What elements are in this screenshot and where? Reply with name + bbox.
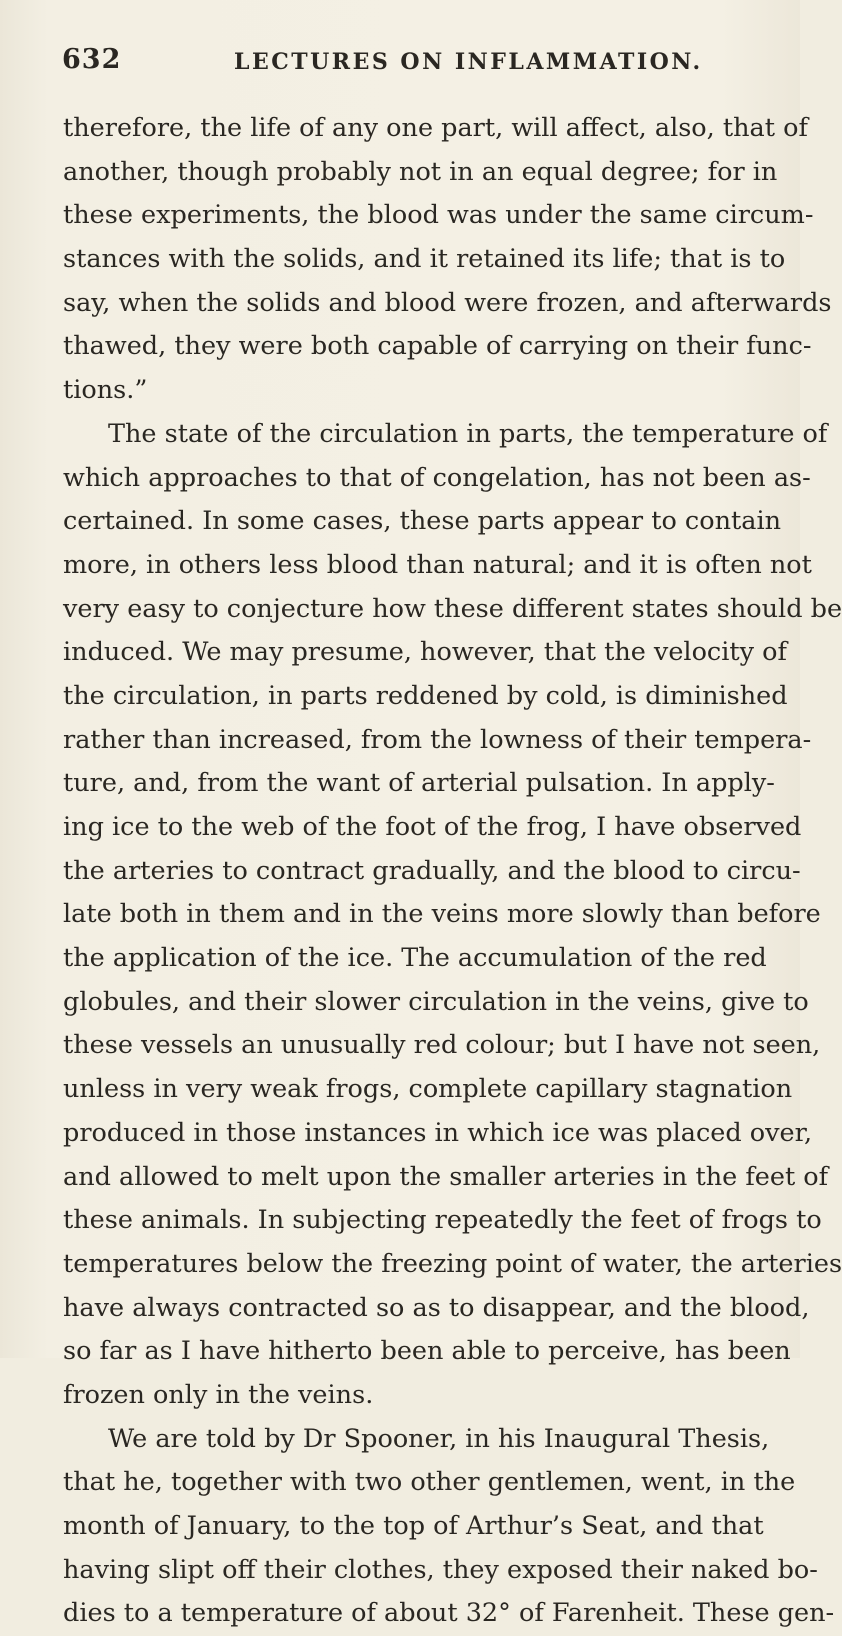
text-line: so far as I have hitherto been able to perceive, has been xyxy=(63,1336,791,1367)
text-line: late both in them and in the veins more slowly than before xyxy=(63,899,821,930)
page-header xyxy=(62,44,762,84)
text-line: stances with the solids, and it retained its life; that is to xyxy=(63,244,786,275)
text-line: unless in very weak frogs, complete capillary stagnation xyxy=(63,1074,793,1105)
text-line: more, in others less blood than natural; and it is often not xyxy=(63,549,812,580)
text-line: certained. In some cases, these parts appear to contain xyxy=(63,506,782,537)
text-line: which approaches to that of congelation, has not been as- xyxy=(63,462,811,493)
text-line: The state of the circulation in parts, the temperature of xyxy=(108,418,828,449)
text-line: rather than increased, from the lowness of their tempera- xyxy=(63,724,812,755)
text-line: temperatures below the freezing point of water, the arteries xyxy=(63,1248,842,1279)
text-line: say, when the solids and blood were frozen, and afterwards xyxy=(63,287,832,318)
page-number: 632 xyxy=(62,44,122,75)
text-line: these vessels an unusually red colour; but I have not seen, xyxy=(63,1030,821,1061)
text-line: therefore, the life of any one part, will affect, also, that of xyxy=(63,113,808,143)
text-line: month of January, to the top of Arthur’s Seat, and that xyxy=(63,1511,764,1541)
running-head: LECTURES ON INFLAMMATION. xyxy=(234,49,703,75)
text-line: having slipt off their clothes, they exposed their naked bo- xyxy=(63,1554,818,1585)
body-text xyxy=(63,107,842,1636)
text-line: the circulation, in parts reddened by cold, is diminished xyxy=(63,680,788,711)
text-line: We are told by Dr Spooner, in his Inaugural Thesis, xyxy=(108,1423,770,1454)
text-line: and allowed to melt upon the smaller arteries in the feet of xyxy=(63,1161,829,1192)
text-line: these experiments, the blood was under the same circum- xyxy=(63,200,814,231)
text-line: the arteries to contract gradually, and the blood to circu- xyxy=(63,855,801,886)
text-line: tions.” xyxy=(63,375,148,406)
text-line: the application of the ice. The accumulation of the red xyxy=(63,943,767,974)
text-line: globules, and their slower circulation in the veins, give to xyxy=(63,986,809,1017)
text-line: very easy to conjecture how these different states should be xyxy=(63,593,842,624)
text-line: these animals. In subjecting repeatedly the feet of frogs to xyxy=(63,1205,822,1236)
text-line: dies to a temperature of about 32° of Farenheit. These gen- xyxy=(63,1598,835,1629)
text-line: induced. We may presume, however, that the velocity of xyxy=(63,637,787,668)
text-line: ture, and, from the want of arterial pulsation. In apply- xyxy=(63,768,775,799)
text-line: thawed, they were both capable of carrying on their func- xyxy=(63,331,812,362)
text-line: frozen only in the veins. xyxy=(63,1379,374,1410)
text-line: have always contracted so as to disappear, and the blood, xyxy=(63,1292,810,1323)
text-line: produced in those instances in which ice was placed over, xyxy=(63,1117,813,1148)
text-line: another, though probably not in an equal degree; for in xyxy=(63,156,778,187)
text-line: ing ice to the web of the foot of the frog, I have observed xyxy=(63,812,802,842)
text-line: that he, together with two other gentlemen, went, in the xyxy=(63,1467,796,1498)
